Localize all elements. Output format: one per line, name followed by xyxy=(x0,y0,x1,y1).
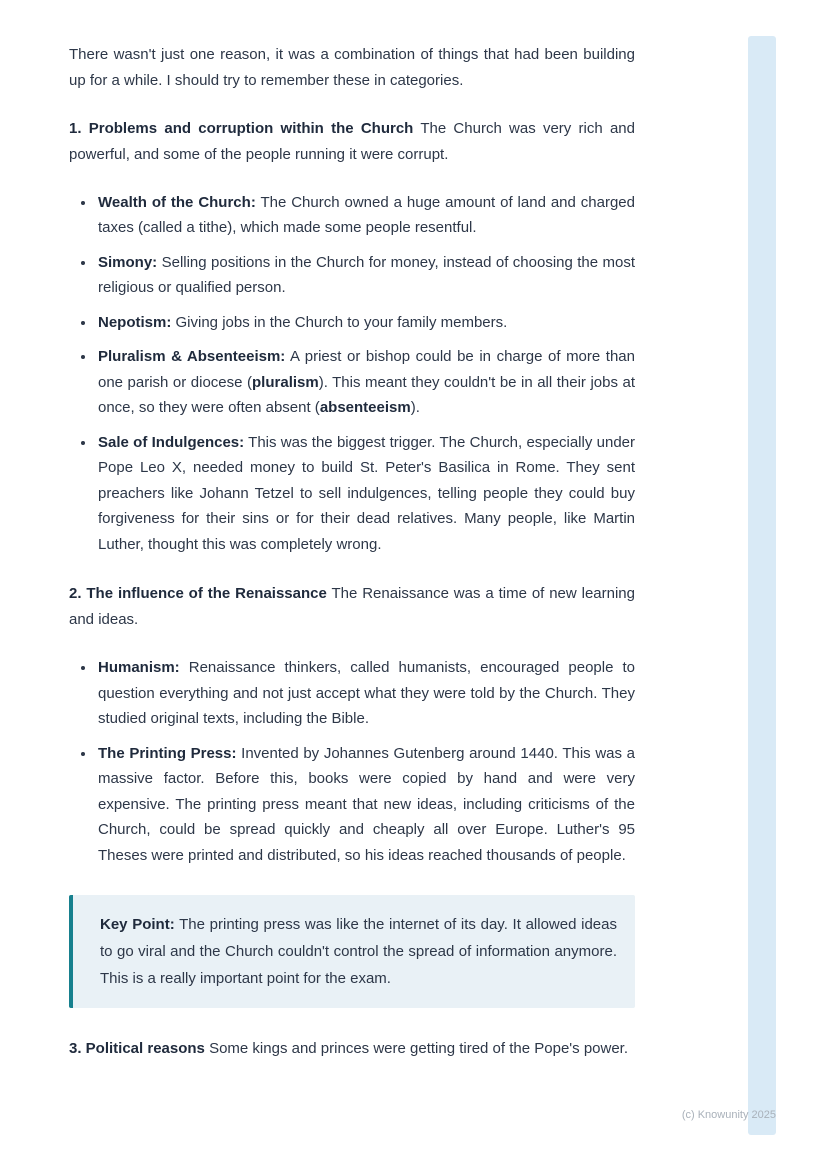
section-2-heading-paragraph: 2. The influence of the Renaissance The Renaissance was a time of new learning and ideas. xyxy=(69,585,635,629)
list-item: • The Printing Press: Invented by Johannes Gutenberg around 1440. This was a massive factor. Before this, books were copied by hand and were very expensive. The printing press meant that new ideas, including criticisms of the Church, could be spread quickly and cheaply all over Europe. Luther's 95 Theses were printed and distributed, so his ideas reached thousands of people. xyxy=(96,741,635,869)
list-item: • Pluralism & Absenteeism: A priest or bishop could be in charge of more than one parish or diocese (pluralism). This meant they couldn't be in all their jobs at once, so they were often absent (absenteeism). xyxy=(96,344,635,421)
section-1-heading-paragraph: 1. Problems and corruption within the Church The Church was very rich and powerful, and some of the people running it were corrupt. xyxy=(69,119,635,163)
list-item: • Humanism: Renaissance thinkers, called humanists, encouraged people to question everything and not just accept what they were told by the Church. They studied original texts, including the Bible. xyxy=(96,655,635,732)
copyright-footer: (c) Knowunity 2025 xyxy=(681,1109,776,1121)
section-3-heading-paragraph: 3. Political reasons Some kings and princes were getting tired of the Pope's power. xyxy=(69,1040,629,1058)
page-side-strip xyxy=(748,36,776,1135)
document-content xyxy=(69,42,635,1084)
section-2-bullet-list xyxy=(69,655,635,868)
list-item: • Simony: Selling positions in the Church for money, instead of choosing the most religious or qualified person. xyxy=(96,250,635,301)
intro-paragraph: There wasn't just one reason, it was a combination of things that had been building up for a while. I should try to remember these in categories. xyxy=(69,46,635,89)
list-item: • Nepotism: Giving jobs in the Church to your family members. xyxy=(96,310,635,336)
callout-text: Key Point: The printing press was like the internet of its day. It allowed ideas to go viral and the Church couldn't control the spread of information anymore. This is a really important point for the exam. xyxy=(100,916,617,988)
list-item: • Wealth of the Church: The Church owned a huge amount of land and charged taxes (called a tithe), which made some people resentful. xyxy=(96,190,635,241)
list-item: • Sale of Indulgences: This was the biggest trigger. The Church, especially under Pope Leo X, needed money to build St. Peter's Basilica in Rome. They sent preachers like Johann Tetzel to sell indulgences, telling people they could buy forgiveness for their sins or for their dead relatives. Many people, like Martin Luther, thought this was completely wrong. xyxy=(96,430,635,558)
section-1-bullet-list xyxy=(69,190,635,558)
key-point-callout xyxy=(69,895,635,1008)
